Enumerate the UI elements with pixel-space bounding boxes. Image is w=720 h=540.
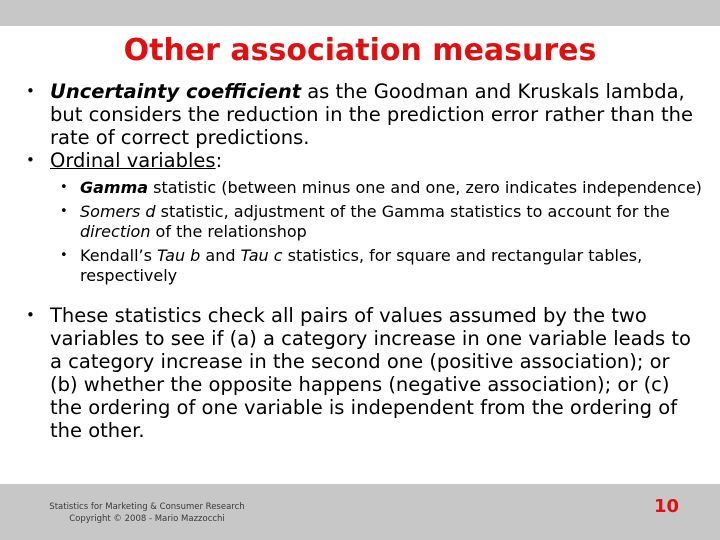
slide-title: Other association measures <box>123 33 597 68</box>
ordinal-variables-label: Ordinal variables <box>50 149 216 172</box>
sub-bullet-text: statistic (between minus one and one, zero indicates independence) <box>148 178 702 197</box>
sub-bullet-gamma <box>22 178 702 198</box>
bullet-ordinal-variables <box>22 149 702 172</box>
sub-bullet-text: statistic, adjustment of the Gamma statistics to account for the <box>155 202 670 221</box>
bullet-marker: • <box>26 306 35 324</box>
term-gamma: Gamma <box>80 178 149 197</box>
page-number: 10 <box>654 496 680 517</box>
term-tau-b: Tau b <box>157 246 201 265</box>
term-somers-d: Somers d <box>80 202 156 221</box>
term-direction: direction <box>80 222 151 241</box>
footer-course-title: Statistics for Marketing & Consumer Research <box>49 502 245 512</box>
bullet-statistics-check <box>22 304 702 442</box>
top-bar <box>0 0 720 26</box>
sub-bullet-text-end: of the relationshop <box>150 222 307 241</box>
bullet-suffix: : <box>215 149 223 172</box>
term-uncertainty-coefficient: Uncertainty coefficient <box>50 80 302 103</box>
bullet-uncertainty-coefficient <box>22 80 702 149</box>
term-tau-c: Tau c <box>240 246 283 265</box>
sub-bullet-text-mid: and <box>200 246 241 265</box>
bullet-marker: • <box>26 151 35 169</box>
sub-bullet-marker: • <box>60 180 68 195</box>
sub-bullet-kendall <box>22 246 702 286</box>
bullet-text: These statistics check all pairs of values assumed by the two variables to see if (a) a category increase in one variable leads to a category increase in the second one (positive association); or (b) whether the opposite happens (negative association); or (c) the ordering of one variable is independent from the ordering of the other. <box>50 304 691 442</box>
sub-bullet-text-end: statistics, for square and rectangular tables, respectively <box>80 246 643 285</box>
footer-credits <box>32 501 262 525</box>
sub-bullet-marker: • <box>60 204 68 219</box>
sub-bullet-text: Kendall’s <box>80 246 158 265</box>
bullet-marker: • <box>26 82 35 100</box>
sub-bullet-marker: • <box>60 248 68 263</box>
slide-content <box>22 80 702 442</box>
footer-copyright: Copyright © 2008 - Mario Mazzocchi <box>69 514 225 524</box>
sub-bullet-somers-d <box>22 202 702 242</box>
bullet-text: as the Goodman and Kruskals lambda, but considers the reduction in the prediction error rather than the rate of correct predictions. <box>50 80 694 149</box>
